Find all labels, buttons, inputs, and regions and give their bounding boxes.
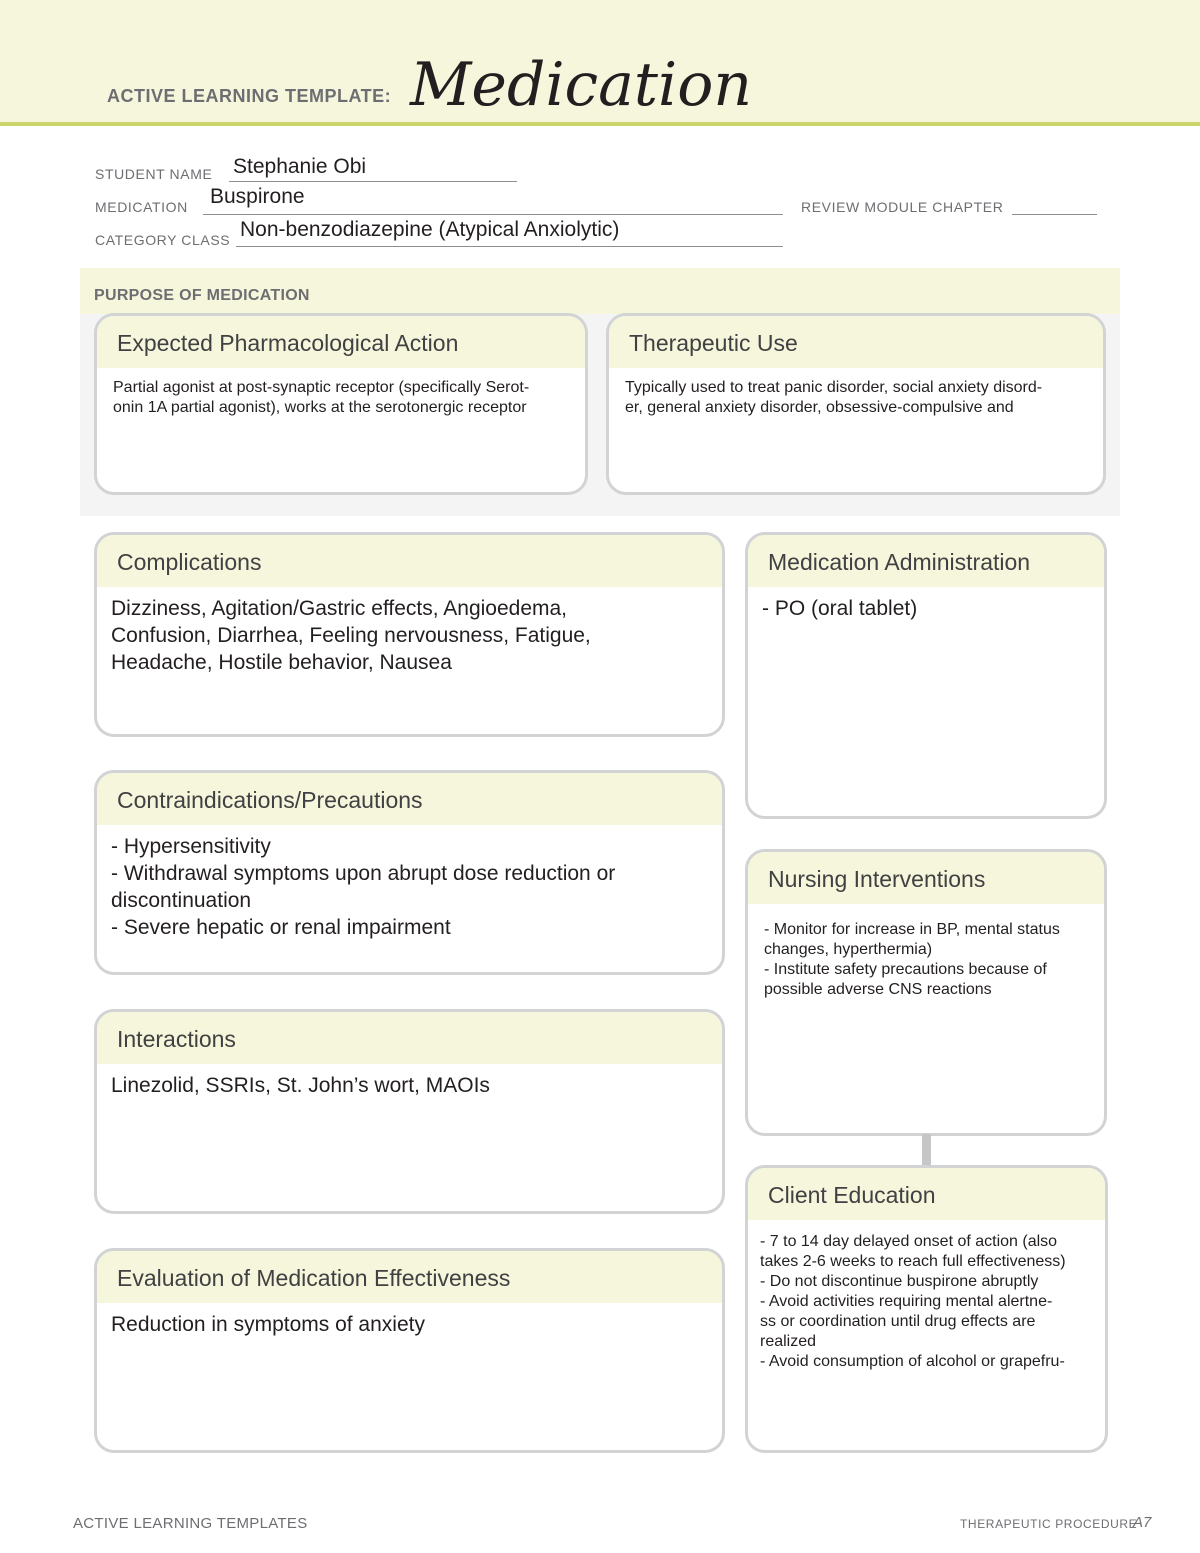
footer-left: ACTIVE LEARNING TEMPLATES — [73, 1515, 308, 1532]
medication-field[interactable]: Buspirone — [210, 185, 305, 208]
text-line: takes 2-6 weeks to reach full effectiveness) — [760, 1253, 1066, 1270]
purpose-title: PURPOSE OF MEDICATION — [94, 287, 310, 304]
text-line: Confusion, Diarrhea, Feeling nervousness, Fatigue, — [111, 624, 591, 647]
category-class-line — [236, 246, 783, 247]
review-module-chapter-line — [1012, 214, 1097, 215]
medication-line — [203, 214, 783, 215]
expected-action-heading: Expected Pharmacological Action — [97, 316, 585, 368]
text-line: Linezolid, SSRIs, St. John’s wort, MAOIs — [111, 1074, 490, 1097]
category-class-label: CATEGORY CLASS — [95, 232, 231, 248]
review-module-chapter-label: REVIEW MODULE CHAPTER — [801, 199, 1004, 215]
client-education-heading: Client Education — [748, 1168, 1105, 1220]
category-class-field[interactable]: Non-benzodiazepine (Atypical Anxiolytic) — [240, 218, 620, 241]
template-label: ACTIVE LEARNING TEMPLATE: — [107, 86, 392, 106]
text-line: Typically used to treat panic disorder, social anxiety disord- — [625, 379, 1043, 396]
student-name-line — [229, 181, 517, 182]
interactions-text — [97, 1064, 722, 1099]
text-line: - Hypersensitivity — [111, 835, 271, 858]
complications-box[interactable] — [94, 532, 725, 737]
text-line: - Severe hepatic or renal impairment — [111, 916, 451, 939]
text-line: Dizziness, Agitation/Gastric effects, Angioedema, — [111, 597, 568, 620]
text-line: possible adverse CNS reactions — [764, 981, 992, 998]
contraindications-text — [97, 825, 722, 941]
text-line: - 7 to 14 day delayed onset of action (also — [760, 1233, 1058, 1250]
medication-administration-text — [748, 587, 1104, 622]
student-name-label: STUDENT NAME — [95, 166, 213, 182]
text-line: - Withdrawal symptoms upon abrupt dose reduction or — [111, 862, 616, 885]
text-line: - Avoid activities requiring mental alertne- — [760, 1293, 1053, 1310]
page-title: Medication — [410, 50, 752, 120]
contraindications-heading: Contraindications/Precautions — [97, 773, 722, 825]
text-line: - Monitor for increase in BP, mental status — [764, 921, 1060, 938]
nursing-interventions-box[interactable] — [745, 849, 1107, 1136]
complications-text — [97, 587, 722, 676]
evaluation-box[interactable] — [94, 1248, 725, 1453]
text-line: changes, hyperthermia) — [764, 941, 933, 958]
text-line: er, general anxiety disorder, obsessive-compulsive and — [625, 399, 1014, 416]
text-line: Partial agonist at post-synaptic receptor (specifically Serot- — [113, 379, 530, 396]
text-line: - PO (oral tablet) — [762, 597, 918, 620]
therapeutic-use-heading: Therapeutic Use — [609, 316, 1103, 368]
expected-action-text — [97, 368, 585, 418]
text-line: discontinuation — [111, 889, 252, 912]
student-name-field[interactable]: Stephanie Obi — [233, 155, 367, 178]
text-line: realized — [760, 1333, 817, 1350]
medication-label: MEDICATION — [95, 199, 188, 215]
medication-administration-box[interactable] — [745, 532, 1107, 819]
complications-heading: Complications — [97, 535, 722, 587]
nursing-interventions-heading: Nursing Interventions — [748, 852, 1104, 904]
evaluation-heading: Evaluation of Medication Effectiveness — [97, 1251, 722, 1303]
client-education-box[interactable] — [745, 1165, 1108, 1453]
footer-right: THERAPEUTIC PROCEDURE — [960, 1517, 1138, 1531]
text-line: - Institute safety precautions because of — [764, 961, 1047, 978]
medication-administration-heading: Medication Administration — [748, 535, 1104, 587]
page-number: A7 — [1133, 1514, 1152, 1531]
connector-bar — [922, 1134, 931, 1167]
text-line: - Avoid consumption of alcohol or grapefru- — [760, 1353, 1065, 1370]
therapeutic-use-text — [609, 368, 1103, 418]
evaluation-text — [97, 1303, 722, 1338]
text-line: - Do not discontinue buspirone abruptly — [760, 1273, 1039, 1290]
text-line: Headache, Hostile behavior, Nausea — [111, 651, 452, 674]
client-education-text — [748, 1220, 1105, 1372]
interactions-heading: Interactions — [97, 1012, 722, 1064]
text-line: onin 1A partial agonist), works at the serotonergic receptor — [113, 399, 527, 416]
therapeutic-use-box[interactable] — [606, 313, 1106, 495]
nursing-interventions-text — [748, 904, 1104, 1000]
contraindications-box[interactable] — [94, 770, 725, 975]
expected-action-box[interactable] — [94, 313, 588, 495]
interactions-box[interactable] — [94, 1009, 725, 1214]
text-line: ss or coordination until drug effects are — [760, 1313, 1036, 1330]
text-line: Reduction in symptoms of anxiety — [111, 1313, 425, 1336]
